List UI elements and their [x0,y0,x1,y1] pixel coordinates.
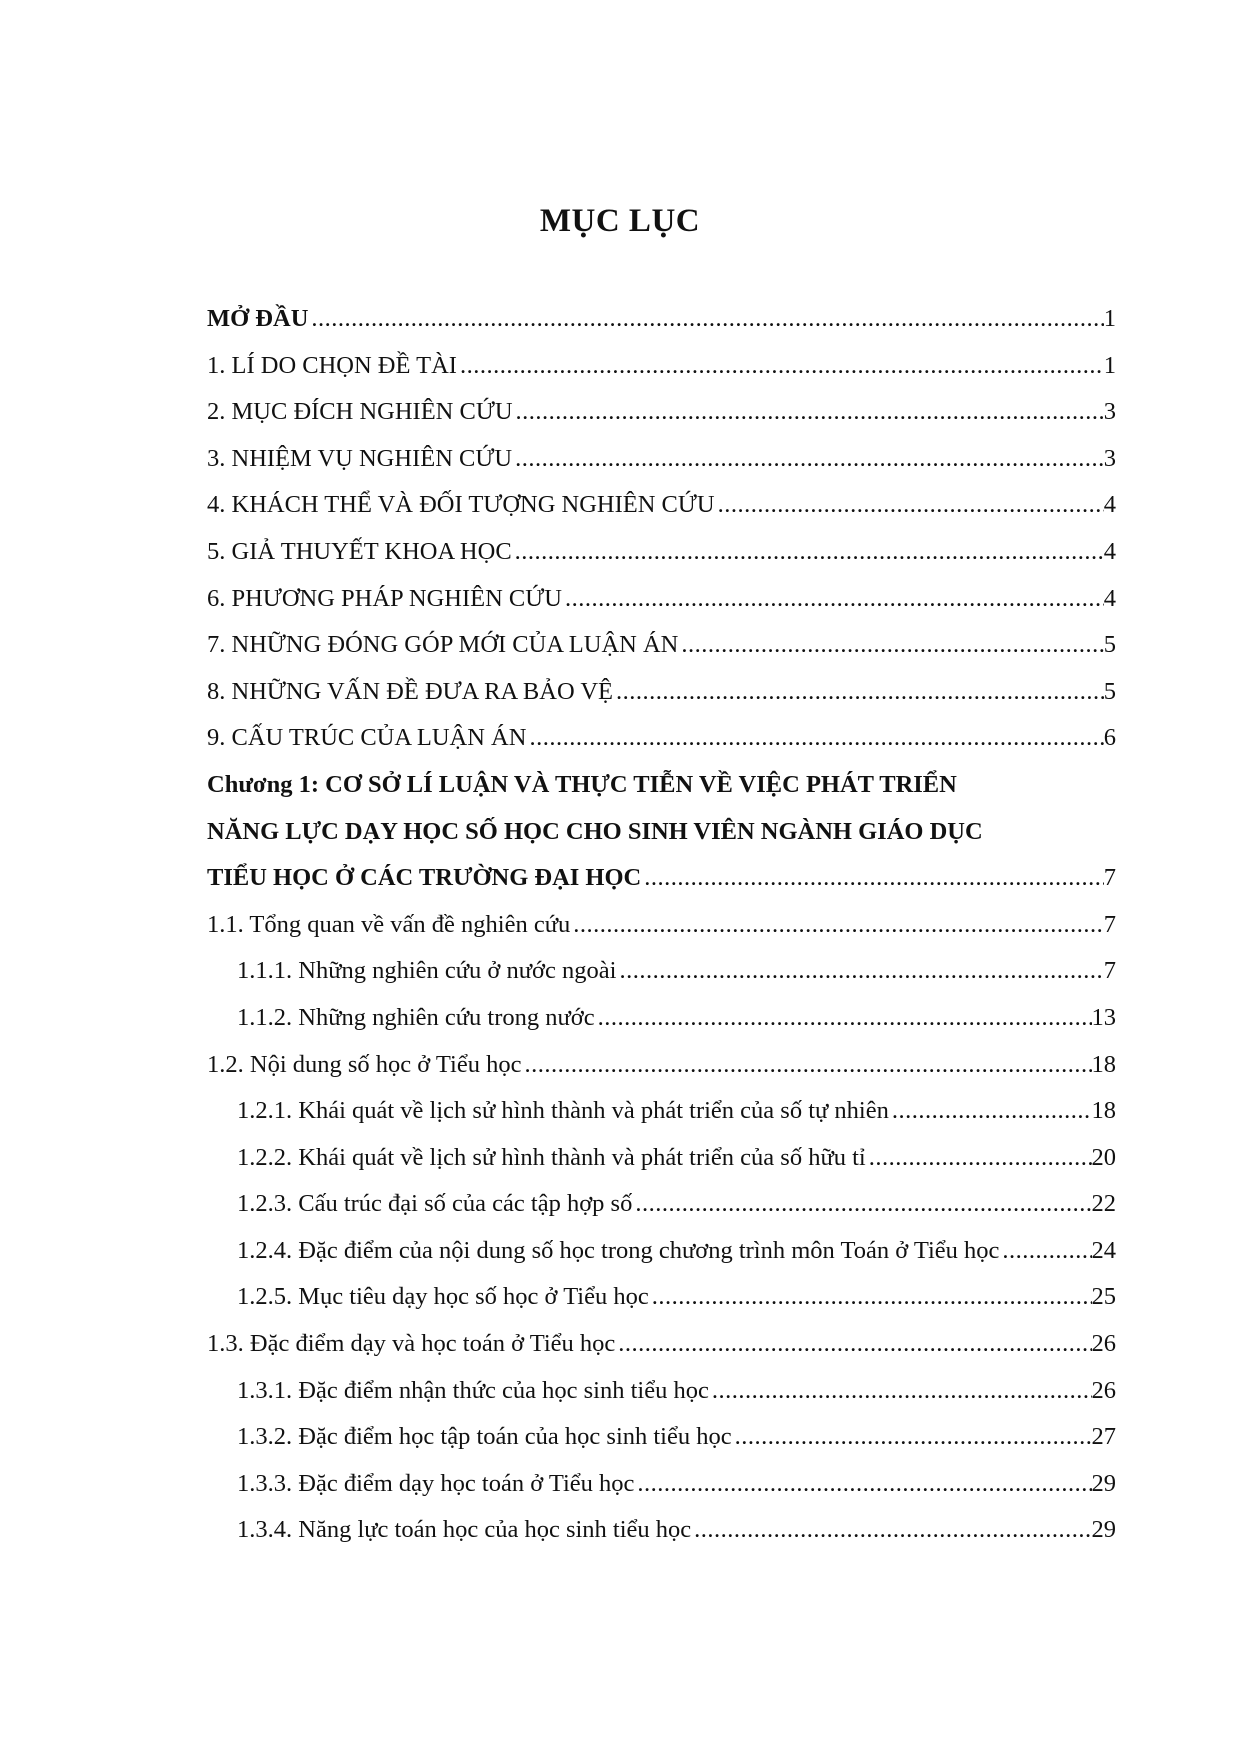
dot-leader [1002,1228,1091,1275]
toc-entry-label: 1.2.4. Đặc điểm của nội dung số học trong chương trình môn Toán ở Tiểu học [237,1236,1000,1264]
toc-page-number: 5 [1103,677,1116,705]
toc-entry-label: 6. PHƯƠNG PHÁP NGHIÊN CỨU [207,584,562,612]
toc-page-number: 20 [1091,1143,1116,1171]
toc-page-number: 3 [1103,398,1116,426]
toc-entry-label: 1.3.4. Năng lực toán học của học sinh tiểu học [237,1516,692,1544]
toc-entry[interactable] [207,1181,1116,1228]
toc-entry-label: 1.1. Tổng quan về vấn đề nghiên cứu [207,910,571,938]
toc-page-number: 29 [1091,1469,1116,1497]
dot-leader [892,1088,1092,1135]
toc-entry[interactable] [207,482,1116,529]
chapter-heading-line-2[interactable]: NĂNG LỰC DẠY HỌC SỐ HỌC CHO SINH VIÊN NGÀNH GIÁO DỤC [207,817,983,845]
toc-entry-label: 5. GIẢ THUYẾT KHOA HỌC [207,537,512,565]
toc-page-number: 7 [1103,957,1116,985]
dot-leader [694,1507,1091,1554]
toc-entry-label: 1.3.2. Đặc điểm học tập toán của học sinh tiểu học [237,1423,732,1451]
toc-entry[interactable] [207,1274,1116,1321]
toc-entry-mo-dau[interactable] [207,296,1116,343]
toc-page-number: 22 [1091,1190,1116,1218]
toc-entry-label: 2. MỤC ĐÍCH NGHIÊN CỨU [207,398,513,426]
toc-page-number: 4 [1103,584,1116,612]
toc-entry-label: 1.2. Nội dung số học ở Tiểu học [207,1050,522,1078]
toc-entry[interactable] [207,948,1116,995]
toc-page-number: 7 [1103,910,1116,938]
dot-leader [652,1274,1092,1321]
toc-page-number: 5 [1103,631,1116,659]
toc-entry-label: 1.2.2. Khái quát về lịch sử hình thành và phát triển của số hữu tỉ [237,1143,866,1171]
dot-leader [735,1414,1092,1461]
toc-entry[interactable] [207,1135,1116,1182]
toc-entry-label: 1.3.1. Đặc điểm nhận thức của học sinh tiểu học [237,1376,709,1404]
toc-entry[interactable] [207,1368,1116,1415]
dot-leader [516,389,1104,436]
toc-entry-label: 1.2.3. Cấu trúc đại số của các tập hợp số [237,1190,633,1218]
toc-page-number: 25 [1091,1283,1116,1311]
toc-entry[interactable] [207,343,1116,390]
toc-page-number: 13 [1091,1003,1116,1031]
dot-leader [573,902,1104,949]
dot-leader [515,436,1104,483]
toc-entry-label: 7. NHỮNG ĐÓNG GÓP MỚI CỦA LUẬN ÁN [207,631,679,659]
dot-leader [635,1181,1091,1228]
toc-page-number: 3 [1103,444,1116,472]
toc-entry-label: 1.3. Đặc điểm dạy và học toán ở Tiểu học [207,1330,616,1358]
table-of-contents [207,296,1116,1554]
toc-page-number: 4 [1103,537,1116,565]
toc-page-number: 6 [1103,724,1116,752]
toc-page-number: 18 [1091,1097,1116,1125]
toc-entry[interactable] [207,1414,1116,1461]
toc-entry-label: 3. NHIỆM VỤ NGHIÊN CỨU [207,444,513,472]
toc-entry-label: 1.3.3. Đặc điểm dạy học toán ở Tiểu học [237,1469,635,1497]
dot-leader [311,296,1103,343]
dot-leader [644,855,1104,902]
toc-page-number: 26 [1091,1376,1116,1404]
chapter-heading-line-1[interactable]: Chương 1: CƠ SỞ LÍ LUẬN VÀ THỰC TIỄN VỀ VIỆC PHÁT TRIỂN [207,770,957,798]
toc-entry[interactable] [207,1507,1116,1554]
toc-entry[interactable] [207,622,1116,669]
toc-entry[interactable] [207,576,1116,623]
toc-entry[interactable] [207,389,1116,436]
dot-leader [515,529,1104,576]
toc-entry-label: TIỂU HỌC Ở CÁC TRƯỜNG ĐẠI HỌC [207,864,642,892]
dot-leader [529,715,1103,762]
toc-entry[interactable] [207,1042,1116,1089]
toc-entry[interactable] [207,715,1116,762]
chapter-heading-line-3[interactable] [207,855,1116,902]
toc-entry-label: 8. NHỮNG VẤN ĐỀ ĐƯA RA BẢO VỆ [207,677,613,705]
dot-leader [598,995,1092,1042]
toc-page-number: 4 [1103,491,1116,519]
toc-entry-label: 9. CẤU TRÚC CỦA LUẬN ÁN [207,724,527,752]
dot-leader [712,1368,1092,1415]
toc-entry-label: 1. LÍ DO CHỌN ĐỀ TÀI [207,351,457,379]
toc-entry-label: 1.2.5. Mục tiêu dạy học số học ở Tiểu học [237,1283,649,1311]
toc-entry-label: 4. KHÁCH THỂ VÀ ĐỐI TƯỢNG NGHIÊN CỨU [207,491,715,519]
toc-entry-label: 1.1.2. Những nghiên cứu trong nước [237,1003,595,1031]
toc-entry[interactable] [207,1461,1116,1508]
dot-leader [524,1042,1091,1089]
toc-entry-label: 1.2.1. Khái quát về lịch sử hình thành và phát triển của số tự nhiên [237,1097,889,1125]
toc-entry-label: 1.1.1. Những nghiên cứu ở nước ngoài [237,957,617,985]
toc-entry[interactable] [207,1321,1116,1368]
dot-leader [618,1321,1091,1368]
toc-entry[interactable] [207,436,1116,483]
toc-page-number: 27 [1091,1423,1116,1451]
toc-page-number: 18 [1091,1050,1116,1078]
toc-entry[interactable] [207,1228,1116,1275]
toc-entry-label: MỞ ĐẦU [207,305,309,332]
toc-entry[interactable] [207,902,1116,949]
toc-entry[interactable] [207,995,1116,1042]
dot-leader [637,1461,1091,1508]
dot-leader [460,343,1104,390]
toc-page-number: 7 [1103,864,1116,892]
dot-leader [869,1135,1092,1182]
toc-entry[interactable] [207,529,1116,576]
dot-leader [616,669,1104,716]
dot-leader [619,948,1103,995]
toc-entry[interactable] [207,1088,1116,1135]
dot-leader [565,576,1104,623]
page-title: MỤC LỤC [539,203,701,239]
dot-leader [718,482,1104,529]
toc-page-number: 1 [1103,351,1116,379]
toc-page-number: 26 [1091,1330,1116,1358]
toc-page-number: 24 [1091,1236,1116,1264]
dot-leader [681,622,1103,669]
toc-page-number: 29 [1091,1516,1116,1544]
toc-entry[interactable] [207,669,1116,716]
toc-page-number: 1 [1103,305,1116,332]
